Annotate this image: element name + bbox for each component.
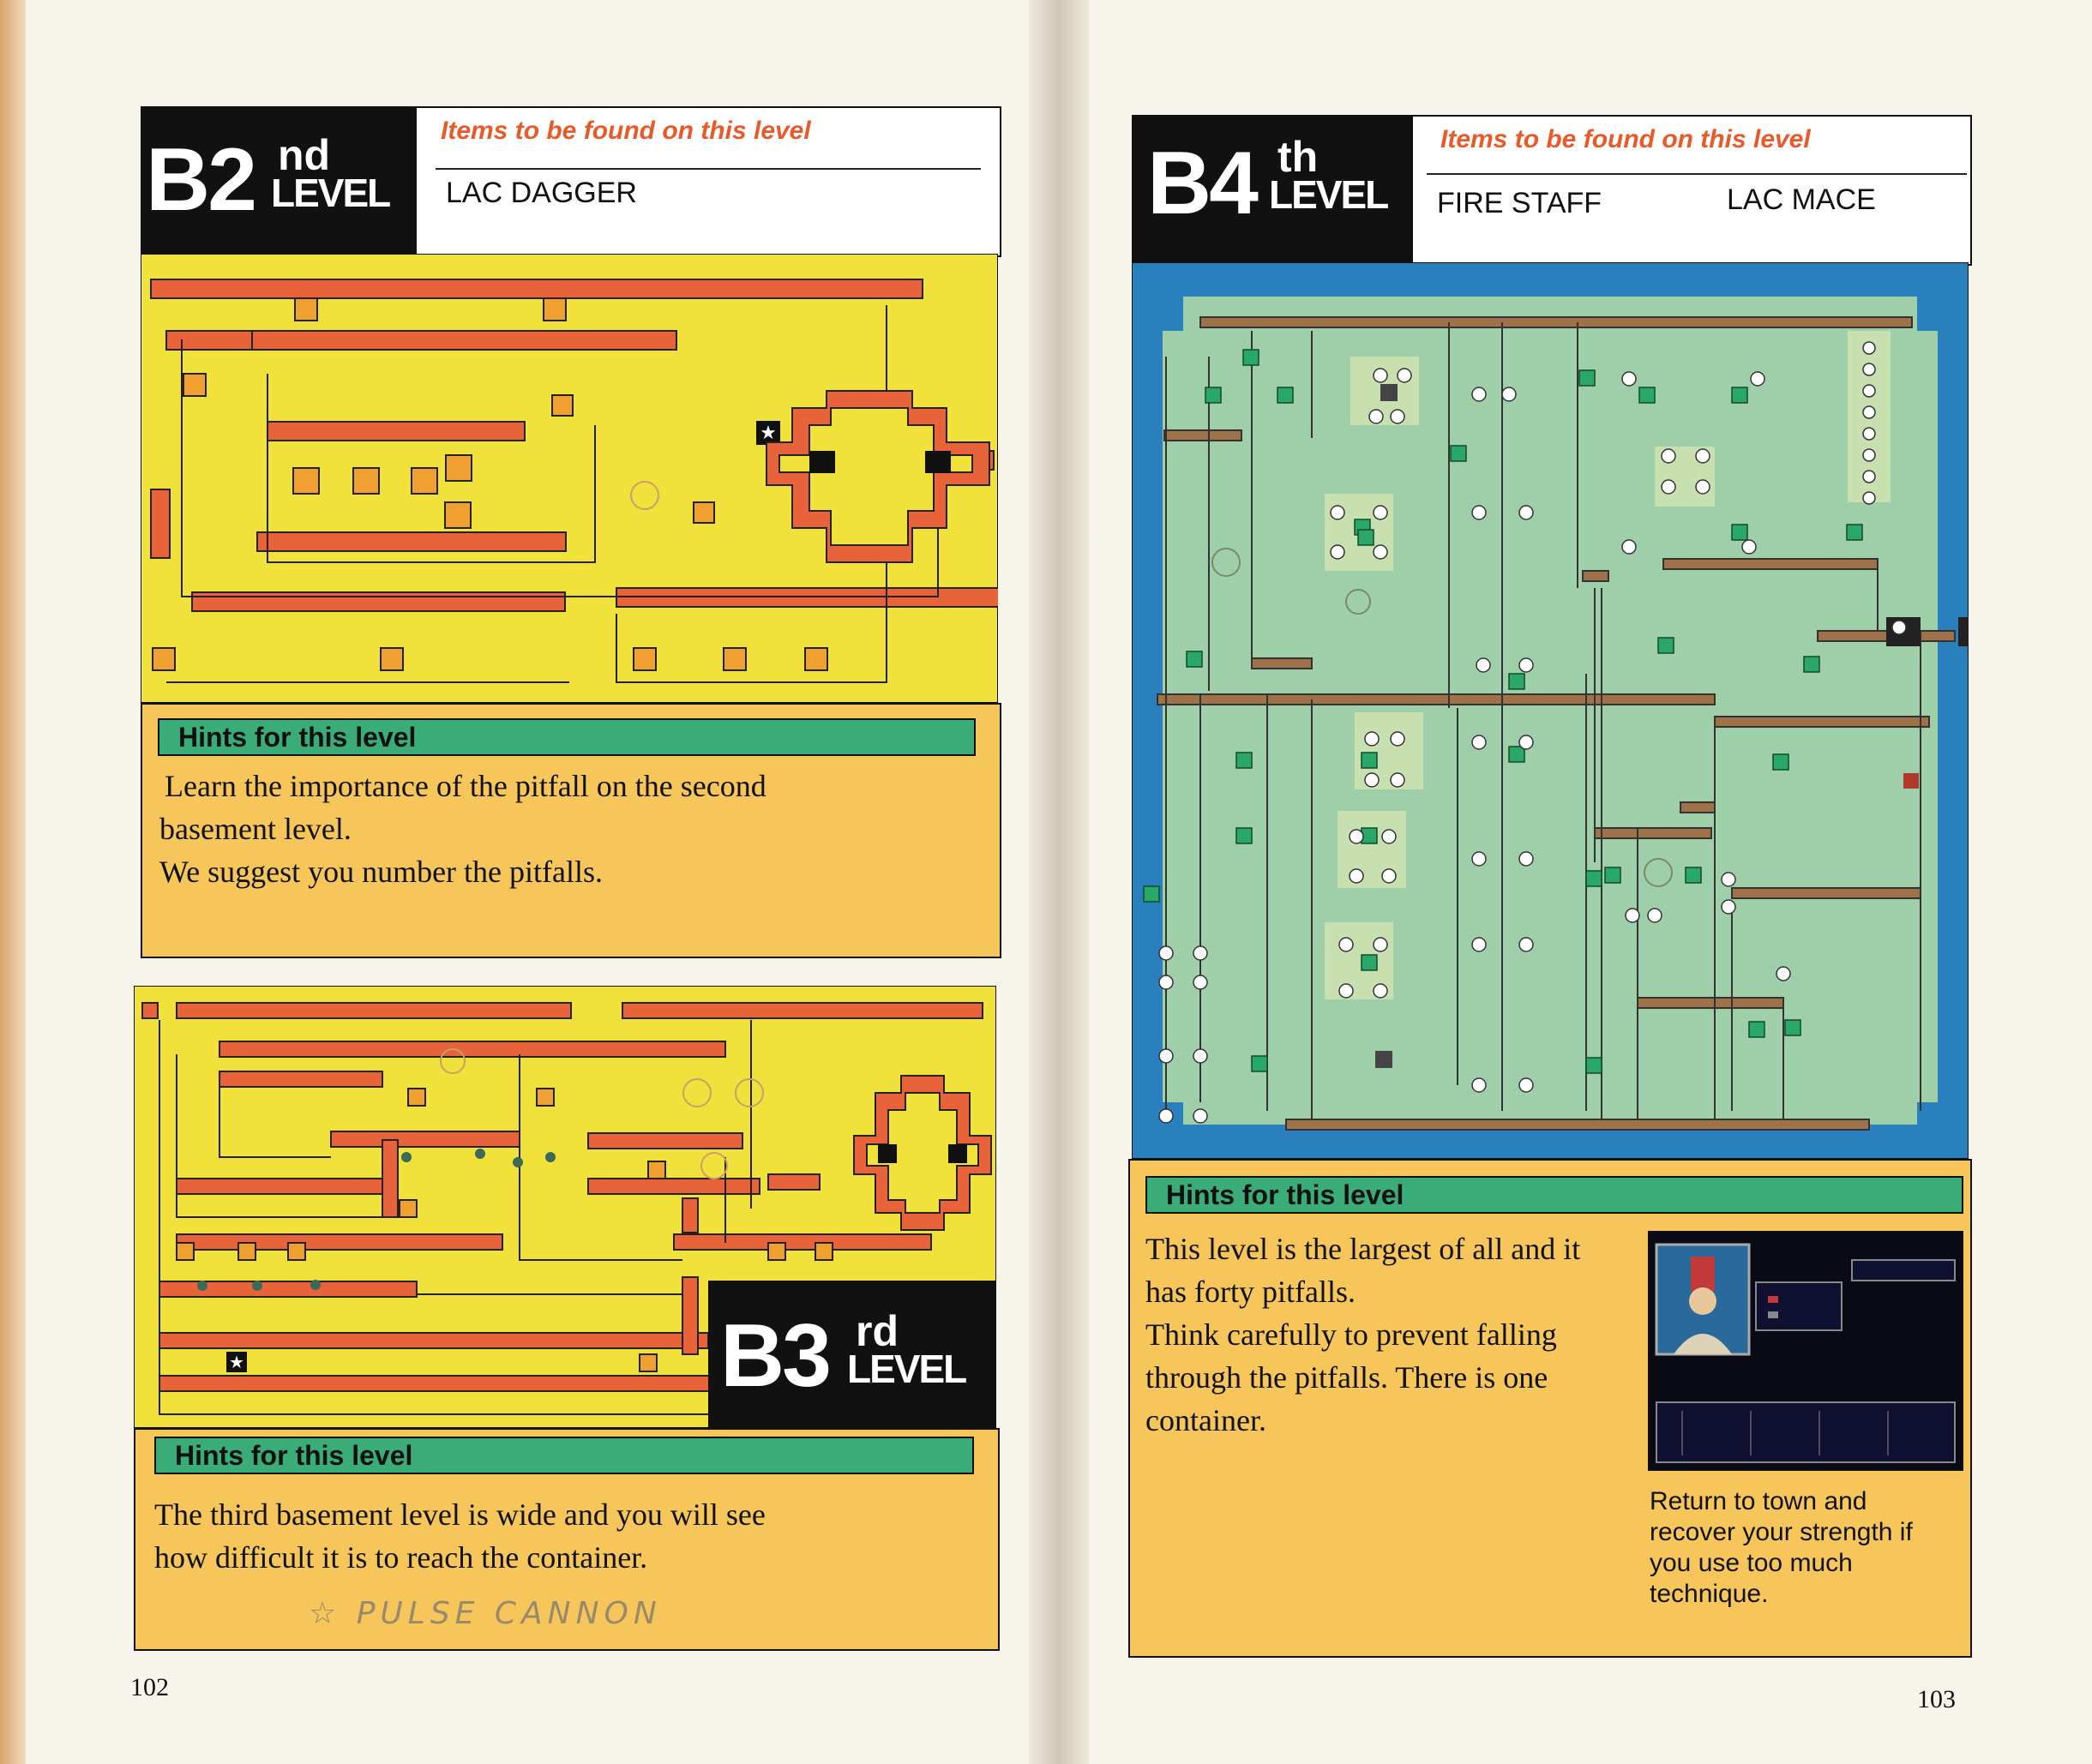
- svg-text:★: ★: [229, 1353, 244, 1372]
- b4-hint-line-5: container.: [1145, 1403, 1266, 1437]
- b2-level-prefix: B2: [146, 130, 255, 230]
- b2-item-1: LAC DAGGER: [446, 177, 637, 209]
- b4-hint-line-4: through the pitfalls. There is one: [1145, 1360, 1548, 1395]
- caption-line-3: you use too much: [1650, 1549, 1853, 1577]
- game-screenshot: [1648, 1231, 1963, 1471]
- b4-item-1: FIRE STAFF: [1437, 187, 1602, 219]
- b4-screenshot-caption: [1650, 1486, 1913, 1610]
- b2-hint-text: [159, 765, 983, 893]
- b4-item-2: LAC MACE: [1727, 183, 1876, 216]
- b4-items-heading: Items to be found on this level: [1440, 125, 1811, 153]
- b2-items-heading: Items to be found on this level: [441, 117, 811, 145]
- page-number-left: 102: [130, 1673, 169, 1701]
- b4-items-divider: [1427, 173, 1967, 175]
- b3-level-suffix: rd: [856, 1307, 899, 1355]
- book-gutter: [1029, 0, 1089, 1764]
- b4-hint-text: [1145, 1227, 1660, 1442]
- page-number-right: 103: [1917, 1685, 1956, 1713]
- b3-hint-text: [154, 1493, 977, 1579]
- b3-level-word: LEVEL: [847, 1347, 966, 1391]
- b4-hint-line-1: This level is the largest of all and it: [1145, 1232, 1581, 1266]
- svg-text:★: ★: [760, 422, 777, 443]
- b2-hints-bar: Hints for this level: [158, 718, 976, 756]
- b2-hint-line-1: Learn the importance of the pitfall on the second: [165, 769, 766, 803]
- page-edge: [0, 0, 26, 1764]
- caption-line-2: recover your strength if: [1650, 1518, 1913, 1546]
- b4-level-prefix: B4: [1147, 134, 1256, 233]
- b3-level-prefix: B3: [720, 1306, 829, 1406]
- b4-level-badge: [1132, 115, 1413, 264]
- b2-hint-line-2: basement level.: [159, 812, 352, 846]
- b4-hint-line-2: has forty pitfalls.: [1145, 1275, 1356, 1309]
- caption-line-1: Return to town and: [1650, 1487, 1867, 1515]
- b3-hint-line-2: how difficult it is to reach the container.: [154, 1540, 648, 1575]
- b2-items-divider: [436, 168, 981, 170]
- b3-level-badge: [708, 1281, 996, 1428]
- b3-handwritten-note: ☆ PULSE CANNON: [309, 1596, 662, 1631]
- b2-hint-line-3: We suggest you number the pitfalls.: [159, 855, 604, 889]
- b4-map: [1132, 262, 1969, 1159]
- b3-handwritten-note-text: PULSE CANNON: [356, 1596, 662, 1631]
- b2-map: [141, 254, 998, 703]
- b2-level-badge: [141, 106, 417, 255]
- b3-hints-bar: Hints for this level: [154, 1437, 974, 1474]
- b2-level-suffix: nd: [278, 131, 331, 179]
- b3-hint-line-1: The third basement level is wide and you will see: [154, 1497, 766, 1532]
- caption-line-4: technique.: [1650, 1580, 1769, 1608]
- b4-hint-line-3: Think carefully to prevent falling: [1145, 1317, 1557, 1352]
- b2-level-word: LEVEL: [271, 171, 390, 215]
- b4-level-suffix: th: [1277, 133, 1319, 181]
- b4-hints-bar: Hints for this level: [1145, 1176, 1963, 1214]
- b4-level-word: LEVEL: [1269, 172, 1388, 217]
